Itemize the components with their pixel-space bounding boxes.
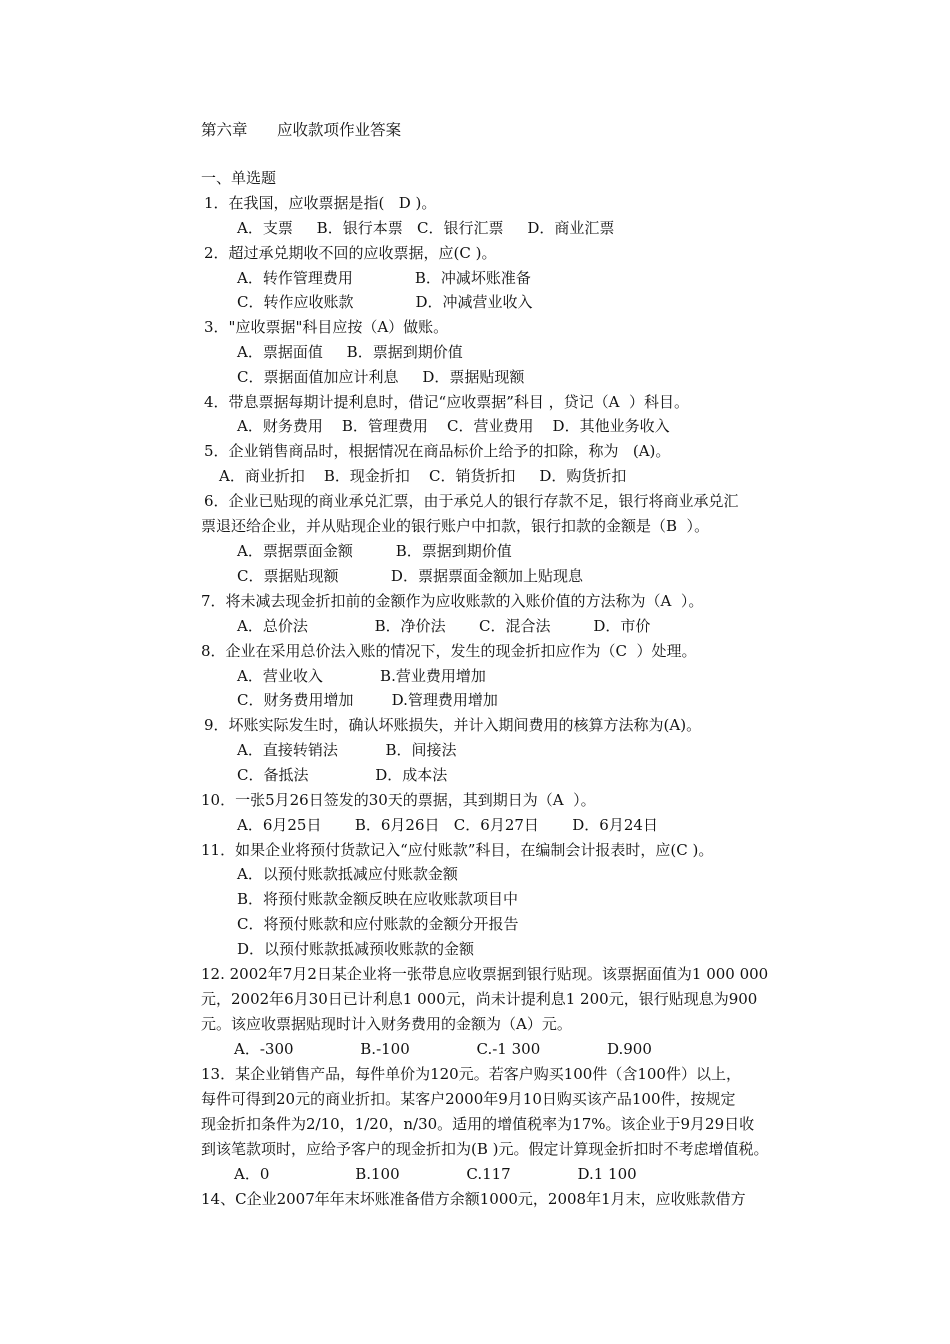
section-heading: 一、单选题 <box>201 169 277 187</box>
option-line: A．财务费用 B．管理费用 C．营业费用 D．其他业务收入 <box>237 417 670 435</box>
option-line: A．-300 B.-100 C.-1 300 D.900 <box>234 1040 652 1058</box>
question-line: 10．一张5月26日签发的30天的票据，其到期日为（A ）。 <box>201 791 596 809</box>
option-line: D．以预付账款抵减预收账款的金额 <box>237 940 475 958</box>
question-line: 到该笔款项时，应给予客户的现金折扣为(B )元。假定计算现金折扣时不考虑增值税。 <box>201 1140 769 1158</box>
question-line: 元。该应收票据贴现时计入财务费用的金额为（A）元。 <box>201 1015 572 1033</box>
question-line: 现金折扣条件为2/10，1/20，n/30。适用的增值税率为17%。该企业于9月29日收 <box>201 1115 755 1133</box>
option-line: C．转作应收账款 D．冲减营业收入 <box>237 293 533 311</box>
question-line: 11．如果企业将预付货款记入“应付账款”科目，在编制会计报表时，应(C )。 <box>201 841 714 859</box>
question-line: 14、C企业2007年年末坏账准备借方余额1000元，2008年1月末，应收账款借方 <box>201 1190 746 1208</box>
option-line: A．以预付账款抵减应付账款金额 <box>237 865 458 883</box>
question-line: 2．超过承兑期收不回的应收票据，应(C )。 <box>204 244 497 262</box>
question-line: 8．企业在采用总价法入账的情况下，发生的现金折扣应作为（C ）处理。 <box>201 642 697 660</box>
option-line: A．商业折扣 B．现金折扣 C．销货折扣 D．购货折扣 <box>219 467 627 485</box>
question-line: 5．企业销售商品时，根据情况在商品标价上给予的扣除，称为 (A)。 <box>204 442 671 460</box>
option-line: A．票据票面金额 B．票据到期价值 <box>237 542 512 560</box>
question-line: 6．企业已贴现的商业承兑汇票，由于承兑人的银行存款不足，银行将商业承兑汇 <box>204 492 739 510</box>
option-line: A．6月25日 B．6月26日 C．6月27日 D．6月24日 <box>237 816 658 834</box>
option-line: A．营业收入 B.营业费用增加 <box>237 667 486 685</box>
option-line: C．财务费用增加 D.管理费用增加 <box>237 691 498 709</box>
question-line: 13．某企业销售产品，每件单价为120元。若客户购买100件（含100件）以上， <box>201 1065 741 1083</box>
question-line: 元，2002年6月30日已计利息1 000元，尚未计提利息1 200元，银行贴现息为900 <box>201 990 758 1008</box>
option-line: C．将预付账款和应付账款的金额分开报告 <box>237 915 519 933</box>
option-line: C．票据贴现额 D．票据票面金额加上贴现息 <box>237 567 583 585</box>
option-line: C．票据面值加应计利息 D．票据贴现额 <box>237 368 525 386</box>
chapter-title: 第六章 应收款项作业答案 <box>201 121 402 139</box>
option-line: C．备抵法 D．成本法 <box>237 766 448 784</box>
question-line: 7．将未减去现金折扣前的金额作为应收账款的入账价值的方法称为（A ）。 <box>201 592 704 610</box>
question-line: 12. 2002年7月2日某企业将一张带息应收票据到银行贴现。该票据面值为1 000 000 <box>201 965 769 983</box>
option-line: B．将预付账款金额反映在应收账款项目中 <box>237 890 519 908</box>
option-line: A．0 B.100 C.117 D.1 100 <box>234 1165 637 1183</box>
option-line: A．总价法 B．净价法 C．混合法 D．市价 <box>237 617 651 635</box>
option-line: A．直接转销法 B．间接法 <box>237 741 457 759</box>
question-line: 3．"应收票据"科目应按（A）做账。 <box>204 318 449 336</box>
question-line: 4．带息票据每期计提利息时，借记“应收票据”科目 ，贷记（A ）科目。 <box>204 393 690 411</box>
question-line: 1．在我国，应收票据是指( D )。 <box>204 194 437 212</box>
option-line: A．转作管理费用 B．冲减坏账准备 <box>237 269 531 287</box>
question-line: 9．坏账实际发生时，确认坏账损失，并计入期间费用的核算方法称为(A)。 <box>204 716 702 734</box>
option-line: A．票据面值 B．票据到期价值 <box>237 343 463 361</box>
question-line: 每件可得到20元的商业折扣。某客户2000年9月10日购买该产品100件，按规定 <box>201 1090 736 1108</box>
question-line: 票退还给企业，并从贴现企业的银行账户中扣款，银行扣款的金额是（B ）。 <box>201 517 710 535</box>
option-line: A．支票 B．银行本票 C．银行汇票 D．商业汇票 <box>237 219 615 237</box>
